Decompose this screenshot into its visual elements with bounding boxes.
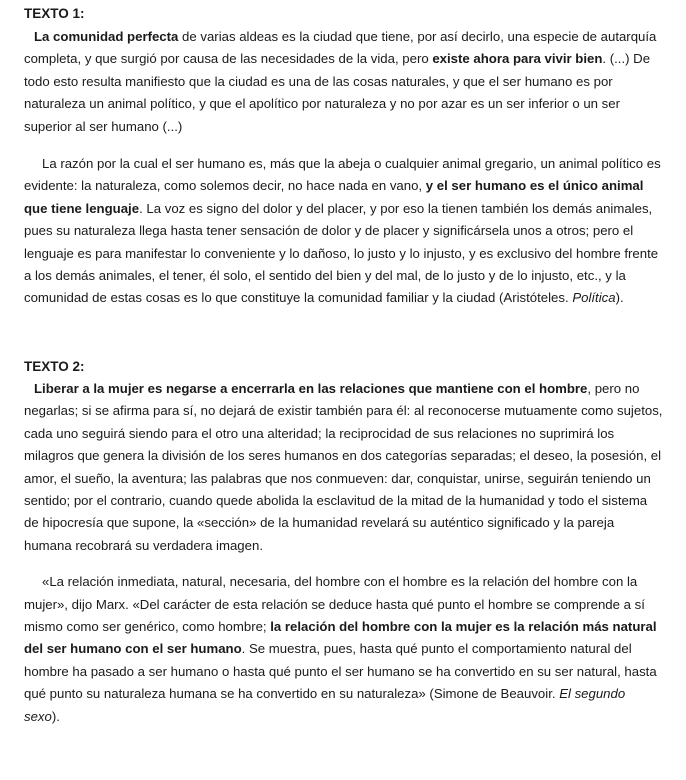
bold-phrase: y el ser humano es el único animal que tiene lenguaje — [24, 178, 644, 216]
text-run: . La voz es signo del dolor y del placer, y por eso la tienen también los demás animales, pues su naturaleza llega hasta tener sensación de dolor y de placer y significársela unos a otros; pero el lenguaje es para manifestar lo conveniente y lo dañoso, lo justo y lo injusto, y es exclusivo del hombre frente a los demás animales, el tener, él solo, el sentido del bien y del mal, de lo justo y de lo injusto, etc., y la comunidad de estas cosas es lo que constituye la comunidad familiar y la ciudad (Aristóteles. — [24, 200, 659, 306]
bold-phrase: La comunidad perfecta — [34, 29, 179, 44]
text-run: de varias aldeas es la ciudad que tiene, por así decirlo, una especie de autarquía completa, y que surgió por causa de las necesidades de la vida, pero — [24, 29, 657, 67]
text-run: . Se muestra, pues, hasta qué punto el comportamiento natural del hombre ha pasado a ser humano o hasta qué punto el ser humano se ha convertido en su ser natural, hasta qué punto su naturaleza humana se ha convertido en su naturaleza» (Simone de Beauvoir. — [24, 641, 657, 702]
text-run: ). — [51, 708, 60, 724]
text-run: ). — [615, 290, 624, 306]
book-title: Política — [572, 290, 616, 306]
text-run: . (...) De todo esto resulta manifiesto que la ciudad es una de las cosas naturales, y que el ser humano es por naturaleza un animal político, y que el apolítico por naturaleza y no por azar es un ser inferior o un ser superior al ser humano (...) — [24, 51, 651, 134]
texto-2-heading: TEXTO 2: — [24, 358, 85, 374]
texto-1-paragraph-1 — [24, 26, 664, 138]
text-run: La razón por la cual el ser humano es, más que la abeja o cualquier animal gregario, un animal político es evidente: la naturaleza, como solemos decir, no hace nada en vano, — [24, 156, 661, 194]
texto-2-paragraph-2 — [24, 571, 664, 728]
texto-1-heading: TEXTO 1: — [24, 6, 85, 21]
text-run: , pero no negarlas; si se afirma para sí, no dejará de existir también para él: al reconocerse mutuamente como sujetos, cada uno seguirá siendo para el otro una alteridad; la reciprocidad de sus relaciones no suprimirá los milagros que genera la división de los seres humanos en dos categorías separadas; el deseo, la posesión, el amor, el sueño, la aventura; las palabras que nos conmueven: dar, conquistar, unirse, seguirán teniendo un sentido; por el contrario, cuando quede abolida la esclavitud de la mitad de la humanidad y todo el sistema de hipocresía que supone, la «sección» de la humanidad revelará su auténtico significado y la pareja humana recobrará su verdadera imagen. — [24, 380, 663, 553]
book-title: El segundo sexo — [24, 686, 626, 724]
texto-2-section — [24, 357, 664, 728]
texto-1-section — [24, 4, 664, 310]
bold-phrase: la relación del hombre con la mujer es la relación más natural del ser humano con el ser humano — [24, 618, 657, 657]
bold-phrase: existe ahora para vivir bien — [432, 51, 603, 67]
texto-2-paragraph-1 — [24, 378, 664, 557]
texto-1-paragraph-2 — [24, 153, 664, 310]
bold-phrase: Liberar a la mujer es negarse a encerrarla en las relaciones que mantiene con el hombre — [34, 380, 588, 396]
text-run: «La relación inmediata, natural, necesaria, del hombre con el hombre es la relación del hombre con la mujer», dijo Marx. «Del carácter de esta relación se deduce hasta qué punto el hombre se comprende a sí mismo como ser genérico, como hombre; — [24, 574, 645, 634]
